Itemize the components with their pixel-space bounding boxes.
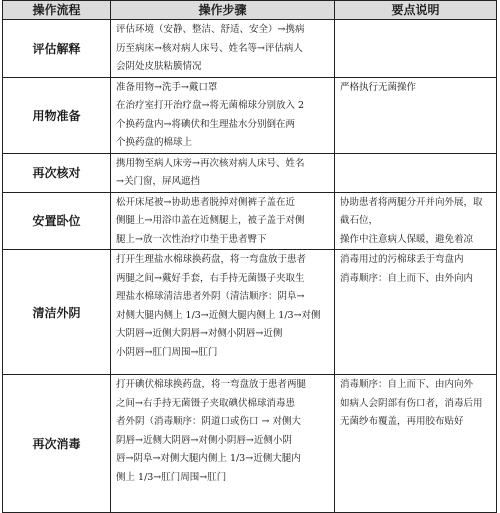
header-steps: 操作步骤 [111,1,335,20]
step-line: 大阴唇→近侧大阴唇→对侧小阴唇→近侧 [116,328,283,339]
step-line: 评估环境（安静、整洁、舒适、安全）→携病 [116,24,305,35]
notes-cell [335,375,497,513]
note-line: 消毒用过的污棉球丢于弯盘内 [340,254,464,265]
step-line: 理盐水棉球清洁患者外阴（清洁顺序：阴阜→ [116,291,305,302]
step-line: →关门窗，屏风遮挡 [116,176,200,187]
steps-cell [111,192,335,250]
process-name: 清洁外阴 [3,250,111,375]
notes-cell [335,77,497,153]
step-line: 者外阴（消毒顺序：阴道口或伤口 → 对侧大 [116,416,302,427]
step-line: 历至病床→核对病人床号、姓名等→评估病人 [116,42,303,54]
notes-cell [335,20,497,78]
step-line: 打开生理盐水棉球换药盘，将一弯盘放于患者 [116,254,307,265]
step-line: 腿上→放一次性治疗巾垫于患者臀下 [116,233,267,245]
table-row [3,375,497,513]
step-line: 打开碘伏棉球换药盘，将一弯盘放于患者两腿 [116,379,307,390]
note-line: 消毒顺序：自上而下、由内向外 [340,379,474,390]
step-line: 两腿之间→戴好手套，右手持无菌镊子夹取生 [116,272,305,284]
step-line: 在治疗室打开治疗盘→将无菌棉球分别放入 2 [116,100,305,111]
procedure-table [2,0,497,513]
step-line: 小阴唇→肛门周围→肛门 [116,346,218,358]
note-line: 操作中注意病人保暖，避免着凉 [340,233,474,245]
step-line: 个换药盘内→将碘伏和生理盐水分别倒在两 [116,118,295,130]
note-line: 如病人会阴部有伤口者，消毒后用 [340,397,483,409]
notes-cell [335,250,497,375]
step-line: 会阴处皮肤粘膜情况 [116,61,202,72]
note-line: 截石位， [340,215,379,226]
step-line: 侧上 1/3→肛门周围→肛门 [116,471,227,483]
table-row [3,20,497,78]
process-name: 用物准备 [3,77,111,153]
notes-cell [335,153,497,192]
table-row [3,153,497,192]
process-name: 安置卧位 [3,192,111,250]
steps-cell [111,375,335,513]
steps-cell [111,20,335,78]
step-line: 唇→阴阜→对侧大腿内侧上 1/3→近侧大腿内 [116,453,301,464]
header-row [3,1,497,20]
table-row [3,77,497,153]
step-line: 阴唇→近侧大阴唇→对侧小阴唇→近侧小阴 [116,434,292,446]
header-process: 操作流程 [3,1,111,20]
step-line: 携用物至病人床旁→再次核对病人床号、姓名 [116,157,305,169]
steps-cell [111,250,335,375]
table-row [3,250,497,375]
process-name: 再次消毒 [3,375,111,513]
step-line: 侧腿上→用浴巾盖在近侧腿上，被子盖于对侧 [116,215,305,226]
process-name: 评估解释 [3,20,111,78]
step-line: 之间→右手持无菌镊子夹取碘伏棉球消毒患 [116,397,295,409]
note-line: 严格执行无菌操作 [340,81,417,93]
step-line: 松开床尾被→协助患者脱掉对侧裤子盖在近 [116,196,295,208]
header-notes: 要点说明 [335,1,497,20]
steps-cell [111,153,335,192]
notes-cell [335,192,497,250]
process-name: 再次核对 [3,153,111,192]
steps-cell [111,77,335,153]
note-line: 消毒顺序：自上而下、由外向内 [340,272,474,284]
note-line: 无菌纱布覆盖，再用胶布贴好 [340,416,464,427]
step-line: 对侧大腿内侧上 1/3→近侧大腿内侧上 1/3→对侧 [116,309,321,321]
step-line: 准备用物→洗手→戴口罩 [116,81,218,93]
note-line: 协助患者将两腿分开并向外展，取 [340,196,483,208]
step-line: 个换药盘的棉球上 [116,137,193,148]
table-row [3,192,497,250]
